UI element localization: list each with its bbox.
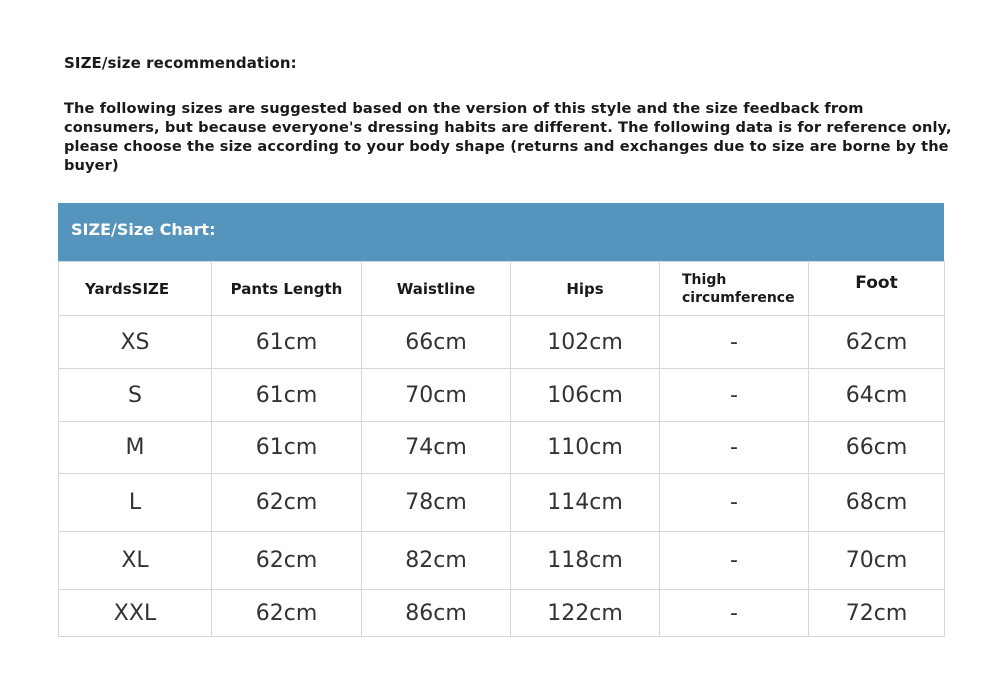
column-header-thigh-circumference: Thigh circumference — [660, 262, 809, 316]
cell-hips: 122cm — [511, 590, 660, 637]
cell-foot: 64cm — [809, 369, 945, 422]
cell-foot: 72cm — [809, 590, 945, 637]
cell-pants-length: 61cm — [212, 422, 362, 474]
cell-pants-length: 62cm — [212, 590, 362, 637]
cell-size: L — [59, 474, 212, 532]
column-header-hips: Hips — [511, 262, 660, 316]
table-row — [59, 316, 945, 369]
cell-waistline: 74cm — [362, 422, 511, 474]
cell-hips: 102cm — [511, 316, 660, 369]
cell-waistline: 70cm — [362, 369, 511, 422]
cell-hips: 118cm — [511, 532, 660, 590]
cell-thigh: - — [660, 532, 809, 590]
cell-foot: 66cm — [809, 422, 945, 474]
cell-size: XXL — [59, 590, 212, 637]
cell-waistline: 66cm — [362, 316, 511, 369]
cell-pants-length: 62cm — [212, 532, 362, 590]
table-row — [59, 532, 945, 590]
cell-foot: 62cm — [809, 316, 945, 369]
cell-size: XS — [59, 316, 212, 369]
table-row — [59, 422, 945, 474]
cell-size: S — [59, 369, 212, 422]
cell-size: M — [59, 422, 212, 474]
column-header-waistline: Waistline — [362, 262, 511, 316]
cell-size: XL — [59, 532, 212, 590]
cell-thigh: - — [660, 316, 809, 369]
cell-thigh: - — [660, 590, 809, 637]
cell-pants-length: 61cm — [212, 316, 362, 369]
cell-waistline: 78cm — [362, 474, 511, 532]
column-header-pants-length: Pants Length — [212, 262, 362, 316]
table-row — [59, 474, 945, 532]
page-heading: SIZE/size recommendation: — [64, 54, 297, 72]
table-header-row — [59, 262, 945, 316]
cell-pants-length: 61cm — [212, 369, 362, 422]
cell-waistline: 82cm — [362, 532, 511, 590]
column-header-foot: Foot — [809, 262, 945, 316]
cell-hips: 110cm — [511, 422, 660, 474]
cell-hips: 114cm — [511, 474, 660, 532]
cell-thigh: - — [660, 474, 809, 532]
cell-waistline: 86cm — [362, 590, 511, 637]
size-chart-title: SIZE/Size Chart: — [58, 203, 944, 261]
cell-hips: 106cm — [511, 369, 660, 422]
cell-pants-length: 62cm — [212, 474, 362, 532]
table-row — [59, 369, 945, 422]
table-row — [59, 590, 945, 637]
size-chart-table — [58, 261, 945, 637]
cell-thigh: - — [660, 422, 809, 474]
intro-paragraph: The following sizes are suggested based on the version of this style and the size feedback from consumers, but because everyone's dressing habits are different. The following data is for reference only, please choose the size according to your body shape (returns and exchanges due to size are borne by the buyer) — [64, 100, 952, 174]
cell-foot: 68cm — [809, 474, 945, 532]
column-header-size: YardsSIZE — [59, 262, 212, 316]
cell-foot: 70cm — [809, 532, 945, 590]
cell-thigh: - — [660, 369, 809, 422]
